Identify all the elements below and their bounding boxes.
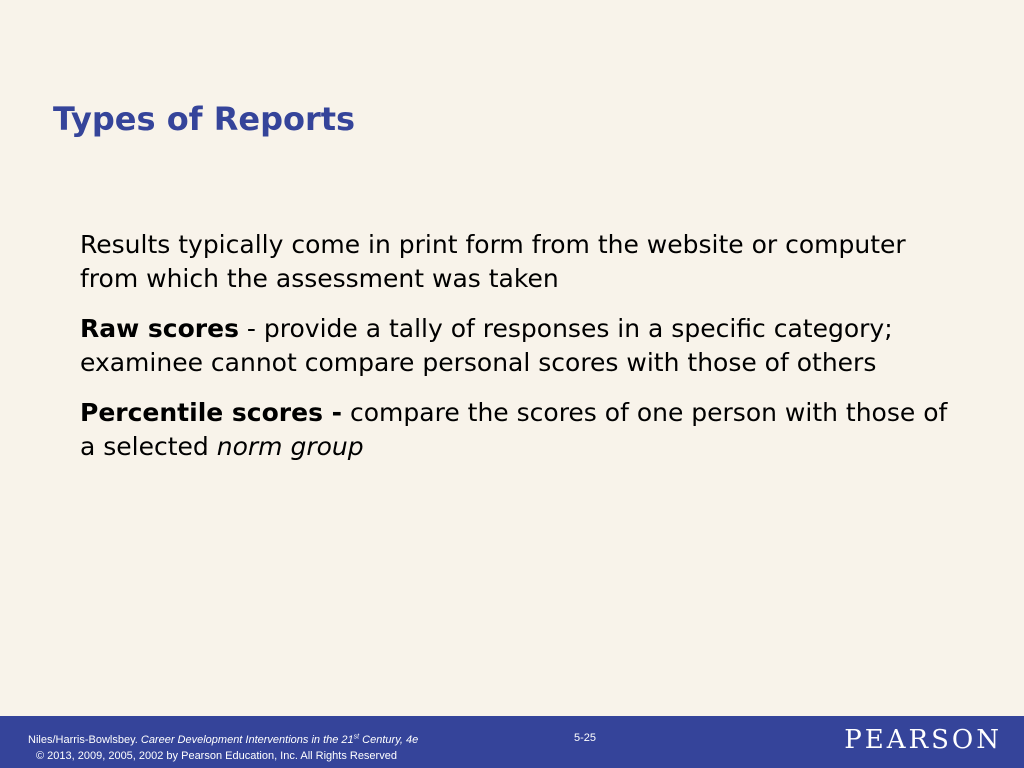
norm-group-term: norm group [216,432,364,461]
bullet-paragraph-2 [80,312,960,380]
footer-authors: Niles/Harris-Bowlsbey. [28,734,141,746]
footer-book-title: Career Development Interventions in the 21st Century, 4e [140,733,419,746]
page-number: 5-25 [574,732,597,744]
bullet-paragraph-3 [80,396,960,464]
paragraph-1-text: Results typically come in print form from the website or computer from which the assessment was taken [80,230,906,293]
footer-book-edition: Century, 4e [359,734,419,746]
raw-scores-definition: - provide a tally of responses in a specific category; examinee cannot compare personal scores with those of others [80,314,893,377]
slide-title: Types of Reports [53,100,356,138]
bullet-paragraph-1 [80,228,960,296]
percentile-scores-definition: compare the scores of one person with those of a selected [80,398,948,461]
footer-book-sup: st [353,733,360,741]
slide-body [80,228,960,480]
footer-bar [0,716,1024,768]
pearson-logo: PEARSON [844,725,1002,755]
footer-copyright: © 2013, 2009, 2005, 2002 by Pearson Education, Inc. All Rights Reserved [36,750,397,762]
percentile-scores-term: Percentile scores - [80,398,343,427]
footer-citation [28,733,418,747]
raw-scores-term: Raw scores [80,314,239,343]
